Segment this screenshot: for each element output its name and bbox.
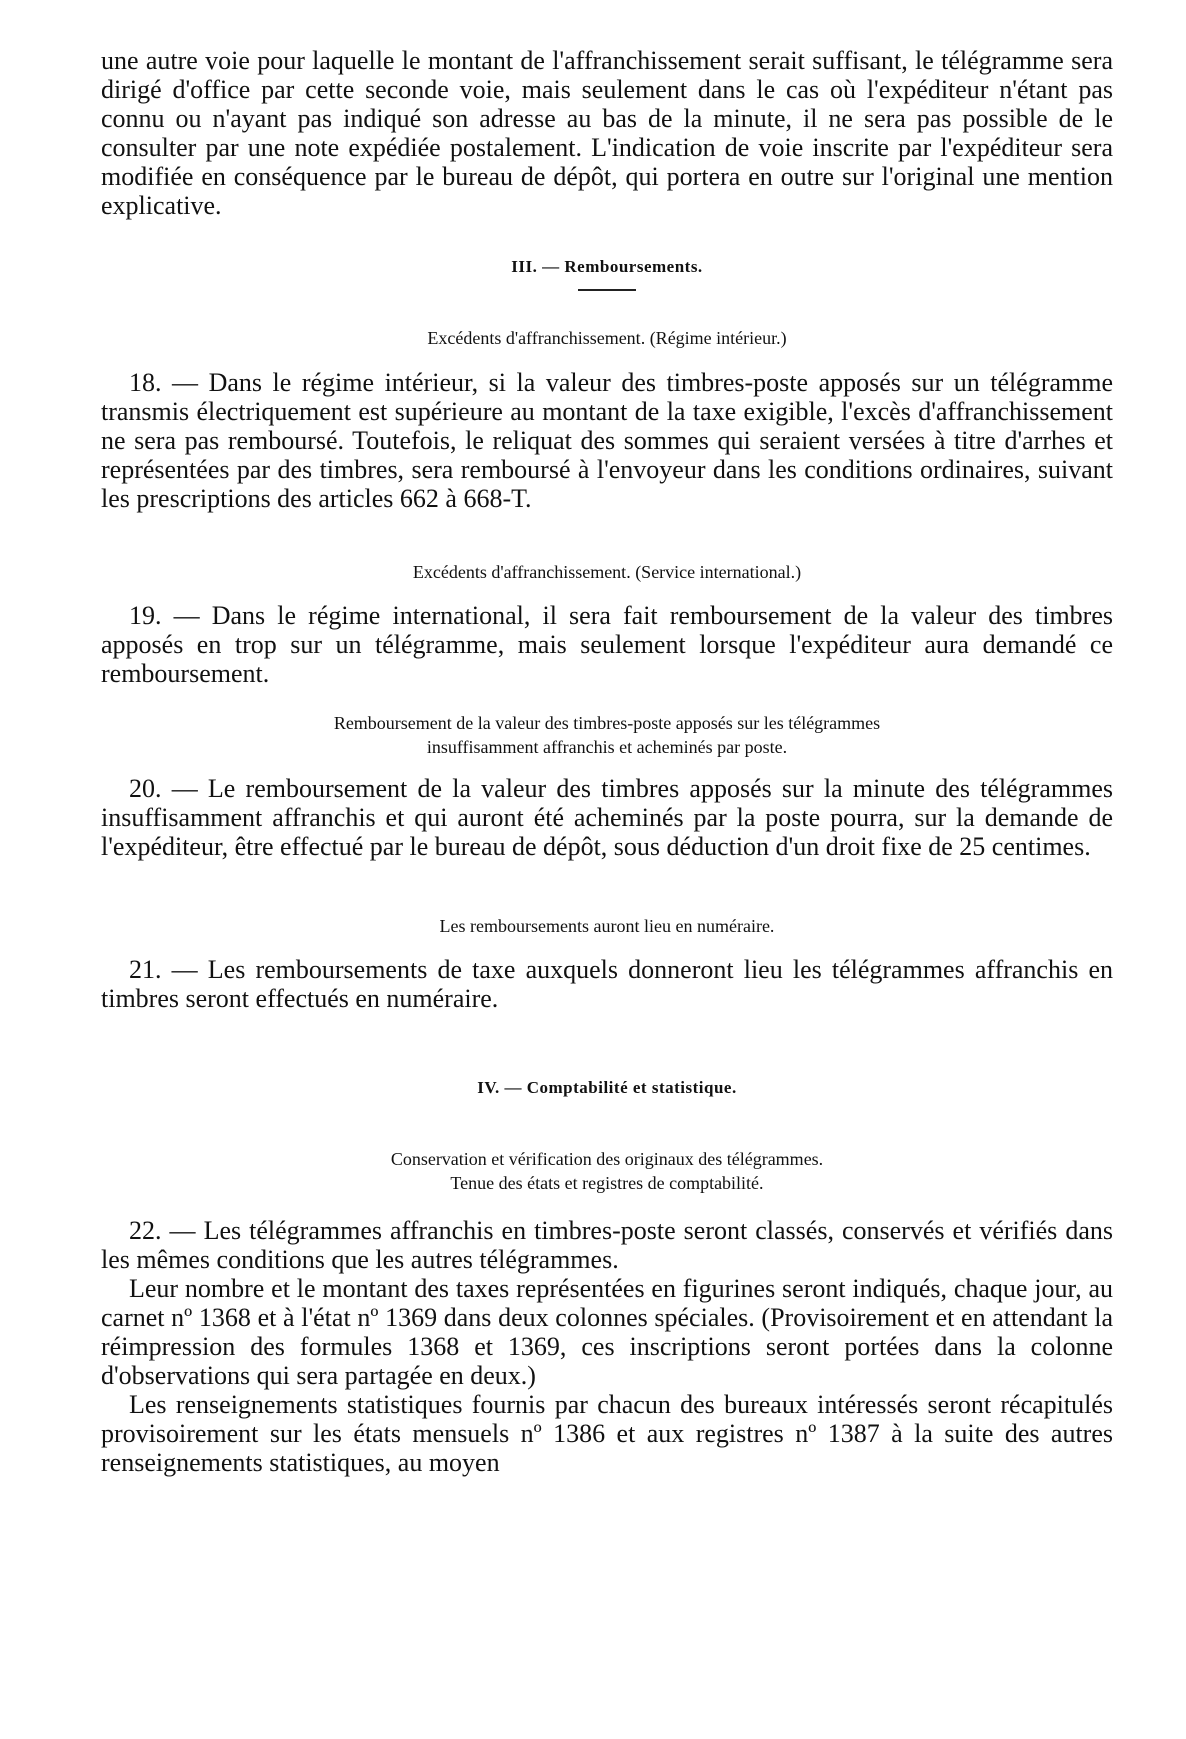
subheading-conservation-line-1: Conservation et vérification des originaux des télégrammes. [390, 1149, 824, 1169]
subheading-conservation-line-2: Tenue des états et registres de comptabilité. [450, 1173, 764, 1193]
section-4-title: IV. — Comptabilité et statistique. [477, 1078, 737, 1097]
intro-paragraph: une autre voie pour laquelle le montant de l'affranchissement serait suffisant, le télégramme sera dirigé d'office par cette seconde voie, mais seulement dans le cas où l'expéditeur n'étant pas connu ou n'ayant pas indiqué son adresse au bas de la minute, il ne sera pas possible de le consulter par une note expédiée postalement. L'indication de voie inscrite par l'expéditeur sera modifiée en conséquence par le bureau de dépôt, qui portera en outre sur l'original une mention explicative. [101, 46, 1113, 220]
intro-paragraph-block [101, 46, 1113, 220]
subheading-remboursement-line-2: insuffisamment affranchis et acheminés par poste. [426, 737, 788, 757]
subheading-remboursement-block [101, 711, 1113, 759]
section-3-divider [578, 289, 636, 291]
article-19: 19. — Dans le régime international, il sera fait remboursement de la valeur des timbres apposés en trop sur un télégramme, mais seulement lorsque l'expéditeur aura demandé ce remboursement. [101, 601, 1113, 688]
subheading-regime-interieur-block [101, 326, 1113, 350]
section-4-heading-block [101, 1078, 1113, 1098]
article-22-block [101, 1216, 1113, 1477]
section-3-heading-block [101, 257, 1113, 291]
section-3-title: III. — Remboursements. [511, 257, 703, 276]
article-19-block [101, 601, 1113, 688]
subheading-numeraire: Les remboursements auront lieu en numéraire. [439, 916, 775, 936]
article-21: 21. — Les remboursements de taxe auxquels donneront lieu les télégrammes affranchis en timbres seront effectués en numéraire. [101, 955, 1113, 1013]
subheading-service-international-block [101, 560, 1113, 584]
subheading-regime-interieur: Excédents d'affranchissement. (Régime intérieur.) [427, 328, 787, 348]
article-22: 22. — Les télégrammes affranchis en timbres-poste seront classés, conservés et vérifiés dans les mêmes conditions que les autres télégrammes. [101, 1216, 1113, 1274]
subheading-service-international: Excédents d'affranchissement. (Service international.) [412, 562, 802, 582]
article-22-paragraph-2: Leur nombre et le montant des taxes représentées en figurines seront indiqués, chaque jour, au carnet nº 1368 et à l'état nº 1369 dans deux colonnes spéciales. (Provisoirement et en attendant la réimpression des formules 1368 et 1369, ces inscriptions seront portées dans la colonne d'observations qui sera partagée en deux.) [101, 1274, 1113, 1390]
subheading-numeraire-block [101, 914, 1113, 938]
article-20-block [101, 774, 1113, 861]
subheading-remboursement-line-1: Remboursement de la valeur des timbres-poste apposés sur les télégrammes [333, 713, 881, 733]
article-21-block [101, 955, 1113, 1013]
article-18: 18. — Dans le régime intérieur, si la valeur des timbres-poste apposés sur un télégramme transmis électriquement est supérieure au montant de la taxe exigible, l'excès d'affranchissement ne sera pas remboursé. Toutefois, le reliquat des sommes qui seraient versées à titre d'arrhes et représentées par des timbres, sera remboursé à l'envoyeur dans les conditions ordinaires, suivant les prescriptions des articles 662 à 668-T. [101, 368, 1113, 513]
article-18-block [101, 368, 1113, 513]
article-20: 20. — Le remboursement de la valeur des timbres apposés sur la minute des télégrammes insuffisamment affranchis et qui auront été acheminés par la poste pourra, sur la demande de l'expéditeur, être effectué par le bureau de dépôt, sous déduction d'un droit fixe de 25 centimes. [101, 774, 1113, 861]
subheading-conservation-block [101, 1147, 1113, 1195]
article-22-paragraph-3: Les renseignements statistiques fournis par chacun des bureaux intéressés seront récapitulés provisoirement sur les états mensuels nº 1386 et aux registres nº 1387 à la suite des autres renseignements statistiques, au moyen [101, 1390, 1113, 1477]
